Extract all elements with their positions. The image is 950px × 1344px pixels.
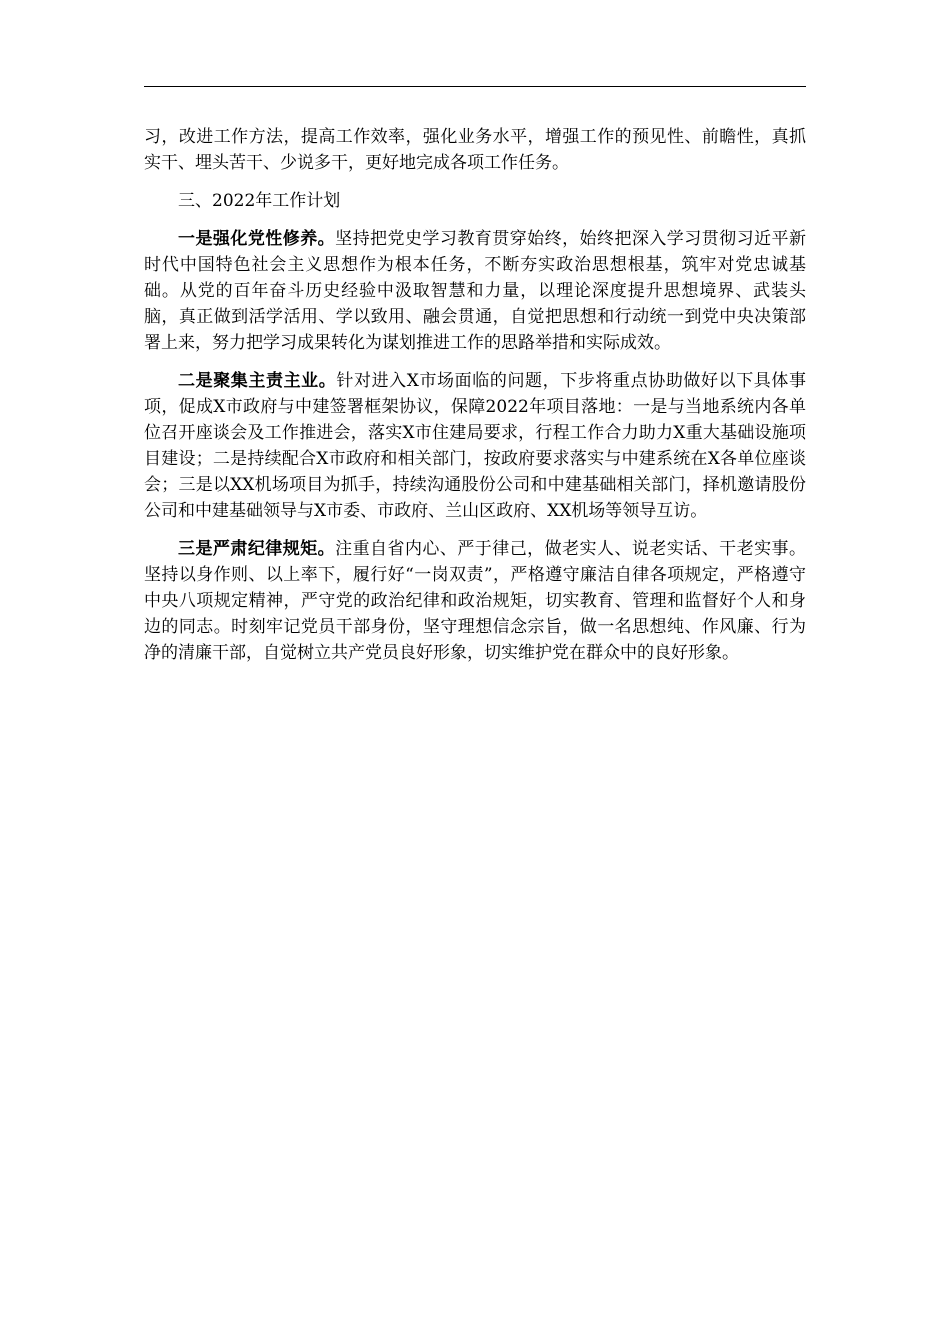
plan-item-3-body: 注重自省内心、严于律己，做老实人、说老实话、干老实事。坚持以身作则、以上率下，履行好“一岗双责”，严格遵守廉洁自律各项规定，严格遵守中央八项规定精神，严守党的政治纪律和政治规矩，切实教育、管理和监督好个人和身边的同志。时刻牢记党员干部身份，坚守理想信念宗旨，做一名思想纯、作风廉、行为净的清廉干部，自觉树立共产党员良好形象，切实维护党在群众中的良好形象。 [144, 539, 807, 663]
plan-item-1-lead: 一是强化党性修养。 [178, 229, 336, 249]
section-heading: 三、2022年工作计划 [178, 191, 341, 211]
continuation-paragraph: 习，改进工作方法，提高工作效率，强化业务水平，增强工作的预见性、前瞻性，真抓实干、埋头苦干、少说多干，更好地完成各项工作任务。 [144, 127, 806, 173]
plan-item-3-lead: 三是严肃纪律规矩。 [178, 539, 336, 559]
plan-item-2 [144, 368, 806, 524]
document-body [144, 124, 806, 678]
plan-item-2-lead: 二是聚集主责主业。 [178, 371, 337, 391]
plan-item-1-body: 坚持把党史学习教育贯穿始终，始终把深入学习贯彻习近平新时代中国特色社会主义思想作为根本任务，不断夯实政治思想根基，筑牢对党忠诚基础。从党的百年奋斗历史经验中汲取智慧和力量，以理论深度提升思想境界、武装头脑，真正做到活学活用、学以致用、融会贯通，自觉把思想和行动统一到党中央决策部署上来，努力把学习成果转化为谋划推进工作的思路举措和实际成效。 [144, 229, 807, 353]
plan-item-2-body: 针对进入X市场面临的问题，下步将重点协助做好以下具体事项，促成X市政府与中建签署框架协议，保障2022年项目落地：一是与当地系统内各单位召开座谈会及工作推进会，落实X市住建局要求，行程工作合力助力X重大基础设施项目建设；二是持续配合X市政府和相关部门，按政府要求落实与中建系统在X各单位座谈会；三是以XX机场项目为抓手，持续沟通股份公司和中建基础相关部门，择机邀请股份公司和中建基础领导与X市委、市政府、兰山区政府、XX机场等领导互访。 [144, 371, 806, 521]
plan-item-1 [144, 226, 806, 356]
header-rule [144, 86, 806, 87]
plan-item-3 [144, 536, 806, 666]
